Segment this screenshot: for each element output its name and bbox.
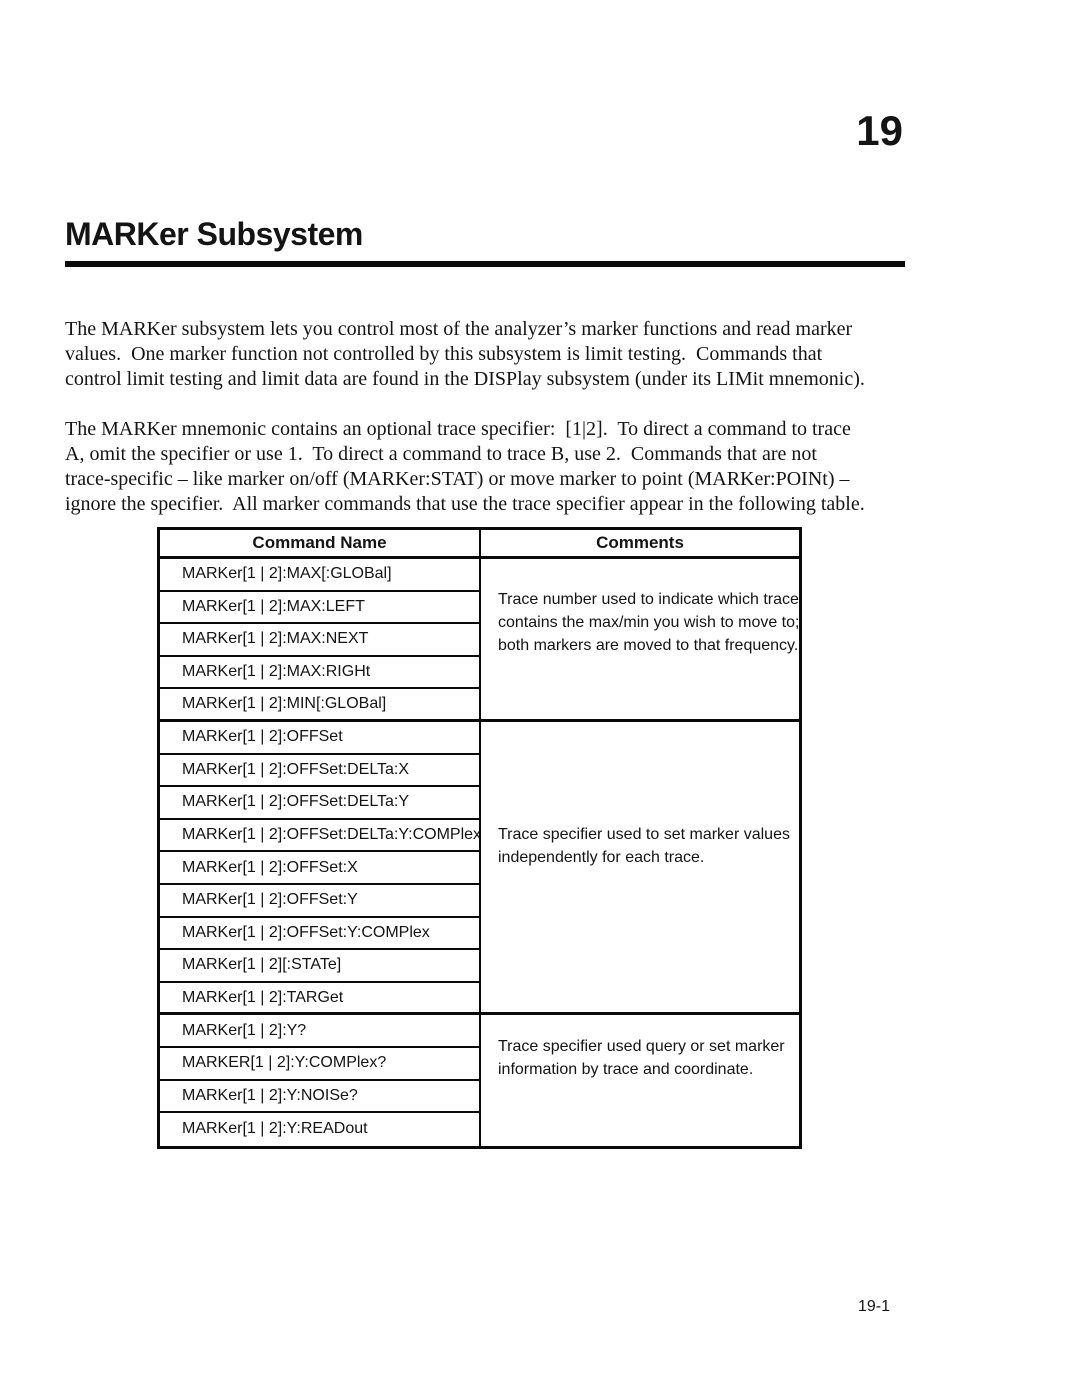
command-cell: MARKer[1 | 2]:OFFSet:X	[160, 852, 479, 885]
comment-line: information by trace and coordinate.	[498, 1061, 754, 1079]
command-cell: MARKer[1 | 2]:OFFSet:Y:COMPlex	[160, 918, 479, 951]
syntax-paragraph	[65, 417, 865, 517]
comment-cell	[479, 722, 799, 1015]
comment-line: Trace specifier used query or set marker	[498, 1038, 785, 1056]
command-cell: MARKer[1 | 2][:STATe]	[160, 950, 479, 983]
intro-paragraph	[65, 317, 865, 392]
command-cell: MARKER[1 | 2]:Y:COMPlex?	[160, 1048, 479, 1081]
command-cell: MARKer[1 | 2]:MAX:RIGHt	[160, 657, 479, 690]
command-cell: MARKer[1 | 2]:TARGet	[160, 983, 479, 1016]
command-cell: MARKer[1 | 2]:OFFSet:DELTa:Y:COMPlex	[160, 820, 479, 853]
column-header-comments: Comments	[479, 530, 799, 559]
comment-cell	[479, 559, 799, 722]
page-title: MARKer Subsystem	[65, 216, 363, 252]
page-number: 19-1	[858, 1298, 891, 1315]
command-cell: MARKer[1 | 2]:OFFSet:Y	[160, 885, 479, 918]
comment-cell	[479, 1015, 799, 1145]
command-cell: MARKer[1 | 2]:MAX:NEXT	[160, 624, 479, 657]
paragraph-line: values. One marker function not controlled by this subsystem is limit testing. Commands that	[65, 343, 823, 365]
comment-line: independently for each trace.	[498, 848, 705, 866]
paragraph-line: ignore the specifier. All marker commands that use the trace specifier appear in the following table.	[65, 493, 865, 515]
paragraph-line: The MARKer subsystem lets you control most of the analyzer’s marker functions and read marker	[65, 318, 853, 340]
command-cell: MARKer[1 | 2]:OFFSet:DELTa:Y	[160, 787, 479, 820]
comment-line: Trace number used to indicate which trace	[498, 591, 799, 608]
command-cell: MARKer[1 | 2]:Y?	[160, 1015, 479, 1048]
paragraph-line: trace-specific – like marker on/off (MARKer:STAT) or move marker to point (MARKer:POINt) –	[65, 468, 850, 490]
command-cell: MARKer[1 | 2]:OFFSet:DELTa:X	[160, 755, 479, 788]
command-cell: MARKer[1 | 2]:MAX:LEFT	[160, 592, 479, 625]
column-header-command-name: Command Name	[160, 530, 479, 559]
paragraph-line: The MARKer mnemonic contains an optional trace specifier: [1|2]. To direct a command to trace	[65, 418, 851, 440]
command-cell: MARKer[1 | 2]:Y:READout	[182, 1120, 368, 1138]
comment-line: Trace specifier used to set marker values	[498, 825, 790, 843]
paragraph-line: A, omit the specifier or use 1. To direct a command to trace B, use 2. Commands that are not	[65, 443, 817, 465]
command-table	[157, 527, 802, 1149]
command-cell: MARKer[1 | 2]:OFFSet	[160, 722, 479, 755]
chapter-number: 19	[856, 107, 903, 154]
comment-line: both markers are moved to that frequency.	[498, 637, 799, 654]
command-cell: MARKer[1 | 2]:MIN[:GLOBal]	[160, 689, 479, 722]
title-rule	[65, 261, 905, 267]
paragraph-line: control limit testing and limit data are found in the DISPlay subsystem (under its LIMit mnemonic).	[65, 368, 865, 390]
command-cell: MARKer[1 | 2]:Y:NOISe?	[160, 1081, 479, 1114]
comment-line: contains the max/min you wish to move to;	[498, 614, 800, 631]
command-cell: MARKer[1 | 2]:MAX[:GLOBal]	[160, 559, 479, 592]
